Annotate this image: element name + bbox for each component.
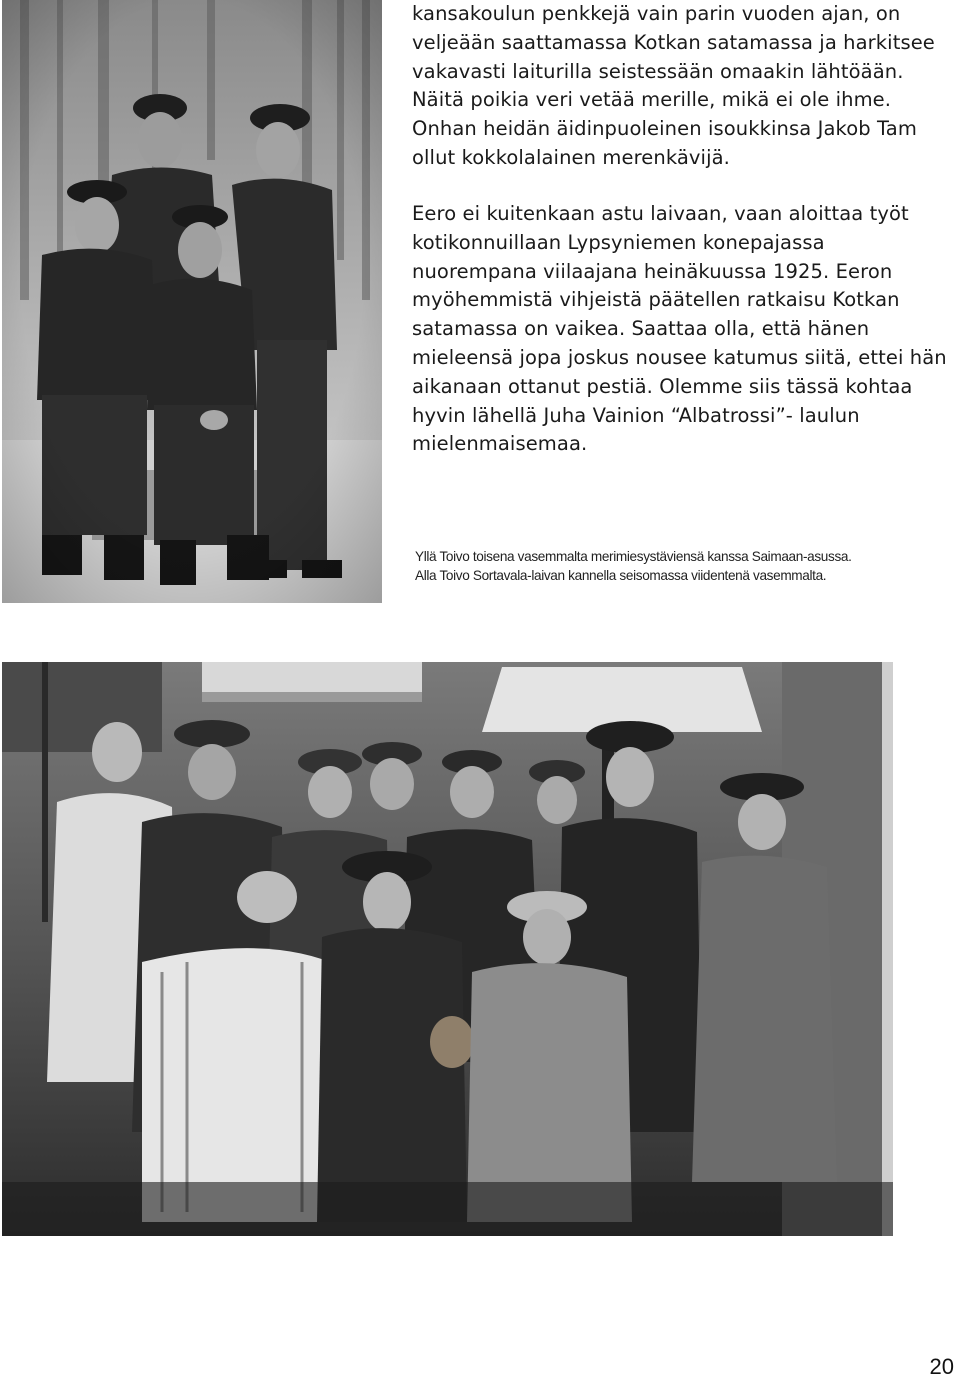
caption-top: Yllä Toivo toisena vasemmalta merimiesystäviensä kanssa Saimaan-asussa. [415,549,852,564]
ship-deck-group-photo [2,662,893,1236]
photo-captions [415,547,955,585]
sailors-studio-photo [2,0,382,603]
paragraph-1: kansakoulun penkkejä vain parin vuoden ajan, on veljeään saattamassa Kotkan satamassa ja harkitsee vakavasti laiturilla seistessään omaakin lähtöään. Näitä poikia veri vetää merille, mikä ei ole ihme. Onhan heidän äidinpuoleinen isoukkinsa Jakob Tam ollut kokkolalainen merenkävijä. [412,2,935,169]
body-text-column [412,0,948,456]
caption-bottom: Alla Toivo Sortavala-laivan kannella seisomassa viidentenä vasemmalta. [415,568,827,583]
page-number: 20 [929,1354,954,1379]
paragraph-2: Eero ei kuitenkaan astu laivaan, vaan aloittaa työt kotikonnuillaan Lypsyniemen konepajassa nuorempana viilaajana heinäkuussa 1925. Eeron myöhemmistä vihjeistä päätellen ratkaisu Kotkan satamassa on vaikea. Saattaa olla, että hänen mieleensä jopa joskus nousee katumus siitä, ettei hän aikanaan ottanut pestiä. Olemme siis tässä kohtaa hyvin lähellä Juha Vainion “Albatrossi”- laulun mielenmaisemaa. [412,202,947,456]
